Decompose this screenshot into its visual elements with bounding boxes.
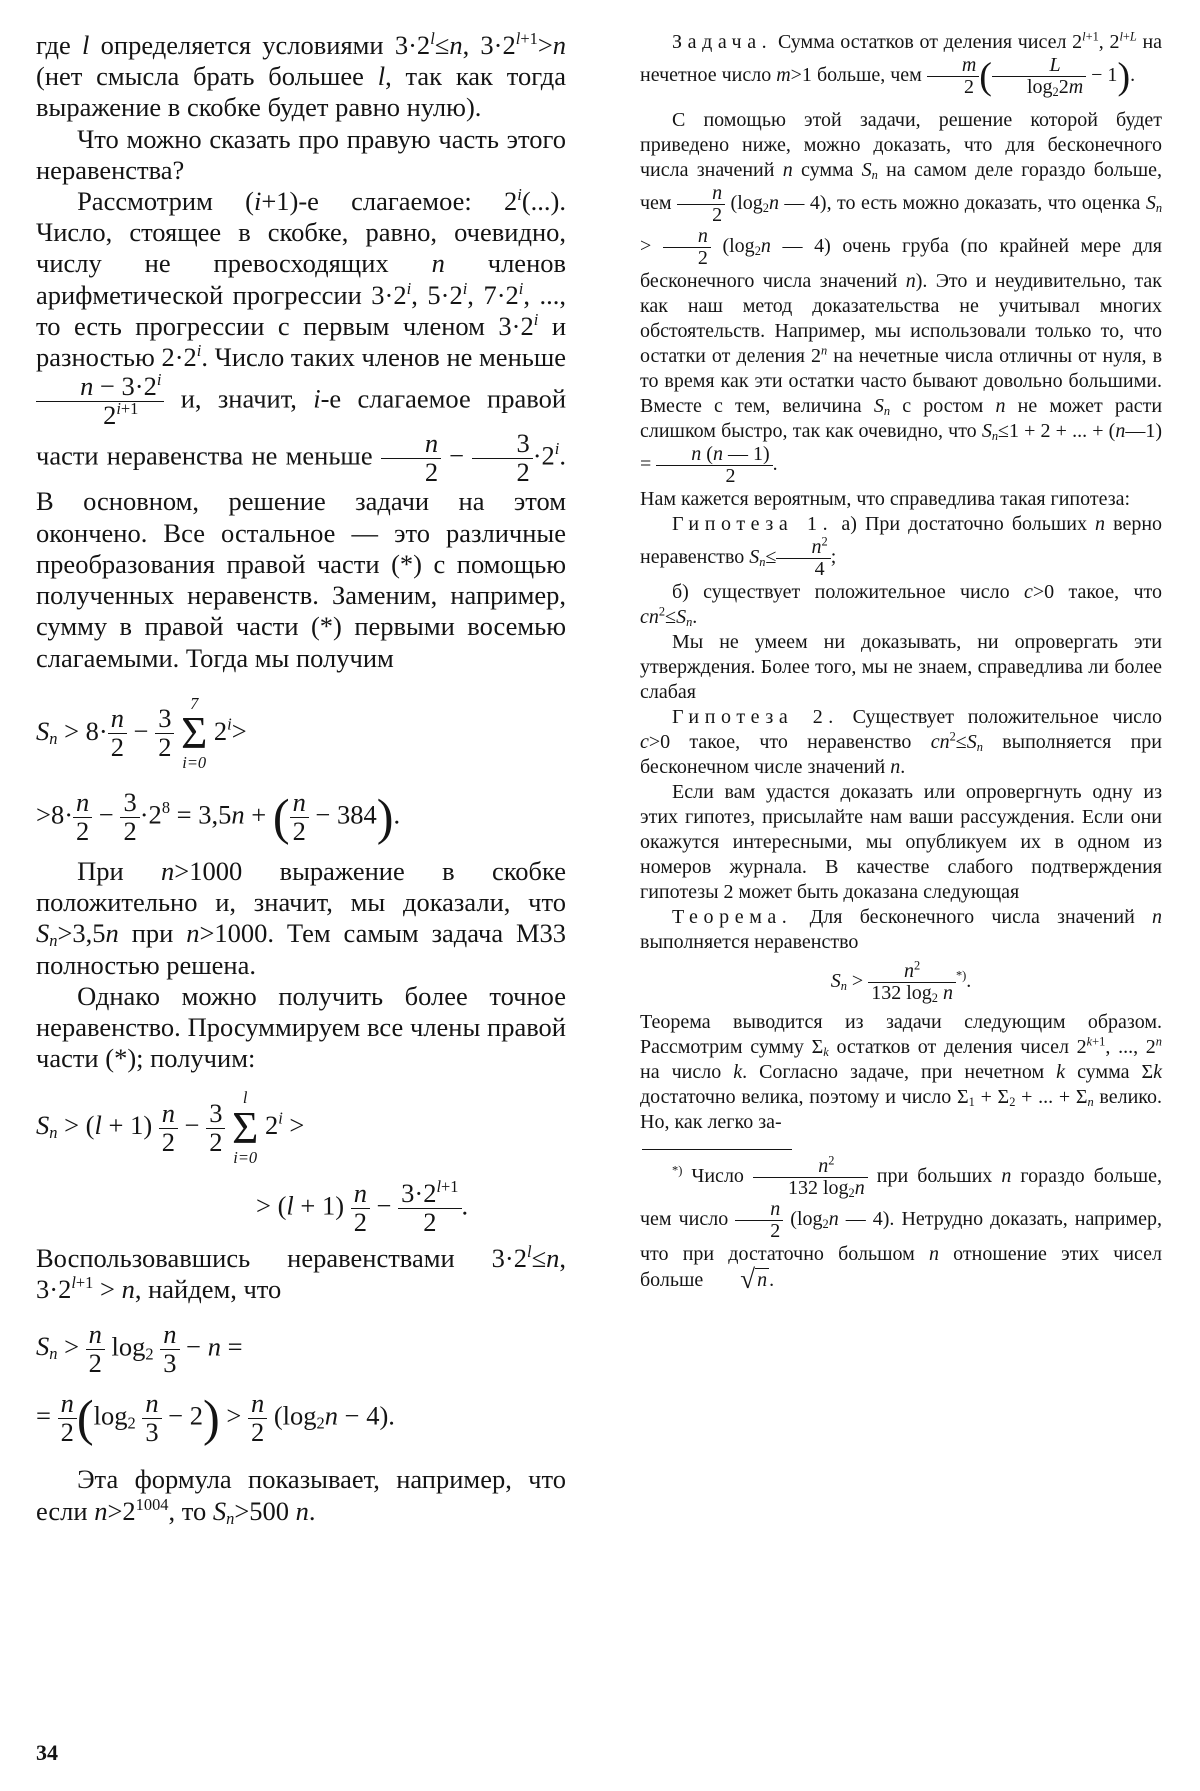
formula-eight-terms-result: >8· $\frac{n}{2}$ − $\frac{3}{2}$ $\cdot 2^8 = 3,5n$ + ( $\frac{n}{2}$ − 384). [36, 787, 401, 847]
fraction-3-over-2: $\frac{3}{2}$ [472, 430, 532, 487]
paragraph-using-inequalities: Воспользовавшись неравенствами $3\cdot 2^l\le n$, $3\cdot 2^{l+1} > n$, найдем, что [36, 1241, 567, 1304]
sum-symbol: 7 Σ i=0 [181, 693, 208, 772]
formula-log-estimate: $S_n$ > $\frac{n}{2}$ $\log_2$ $\frac{n}{3}$ − n = [36, 1319, 243, 1378]
paragraph-hypothesis-2: Гипотеза 2. Существует положительное число c>0 такое, что неравенство $cn^2\le S_n$ выполняется при бесконечном числе значений n. [640, 706, 1163, 778]
paragraph-theorem: Теорема. Для бесконечного числа значений n выполняется неравенство [640, 906, 1163, 953]
fraction-n-minus-3-2i-over-2i1: $\frac{n - 3\cdot 2^i}{2^{i+1}}$ [36, 373, 164, 430]
formula-eight-terms: $S_n > 8\cdot$ $\frac{n}{2}$ − $\frac{3}{2}$ 7 Σ i=0 $2^i>$ [36, 693, 247, 772]
left-column [36, 30, 566, 1527]
paragraph-n-gt-1000: При n>1000 выражение в скобке положительно и, значит, мы доказали, что $S_n>3,5n$ при n>1000. Тем самым задача М33 полностью решена. [36, 855, 567, 980]
formula-log-estimate-result: = $\frac{n}{2}$ ($\log_2$ $\frac{n}{3}$ − 2) > $\frac{n}{2}$ $(\log_2n - 4)$. [36, 1387, 395, 1447]
formula-full-sum: $S_n > (l + 1)$ $\frac{n}{2}$ − $\frac{3}{2}$ l Σ i=0 $2^i$ > [36, 1088, 305, 1167]
paragraph-question: Что можно сказать про правую часть этого неравенства? [36, 123, 566, 185]
paragraph-hypothesis-1: Гипотеза 1. а) При достаточно больших n верно неравенство $S_n\le$ $\frac{n^2}{4}$ ; [640, 513, 1163, 580]
paragraph-task: Задача. Сумма остатков от деления чисел $2^{l+1}$, $2^{l+L}$ на нечетное число m>1 больше, чем $\frac{m}{2}$ ( $\frac{L}{\log_22m}$ − 1). [640, 29, 1163, 100]
footnote: *) Число $\frac{n^2}{132 \log_2n}$ при больших n гораздо больше, чем число $\frac{n}{2}$ ($\log_2n$ — 4). Нетрудно доказать, например, что при достаточно большом n отношение этих чисел больше √ n . [640, 1153, 1163, 1294]
footnote-divider [642, 1149, 792, 1150]
paragraph-theorem-derivation: Теорема выводится из задачи следующим образом. Рассмотрим сумму $\Sigma_k$ остатков от деления чисел $2^{k+1}$, ..., 2$^n$ на число k. Согласно задаче, при нечетном k сумма Σk достаточно велика, поэтому и число $\Sigma_1 + \Sigma_2$ + ... + $\Sigma_n$ велико. Но, как легко за- [640, 1011, 1162, 1133]
paragraph-consider-term: Рассмотрим (i+1)-е слагаемое: 2$^i$(...). Число, стоящее в скобке, равно, очевидно, числу не превосходящих n членов арифметической прогрессии $3\cdot 2^i$, $5\cdot 2^i$, $7\cdot 2^i$, ..., то есть прогрессии с первым членом $3\cdot 2^i$ и разностью $2\cdot 2^i$. Число таких членов не меньше $\frac{n - 3\cdot 2^i}{2^{i+1}}$ и, значит, i-е слагаемое правой части неравенства не меньше $\frac{n}{2}$ − $\frac{3}{2}$ $\cdot 2^i$. В основном, решение задачи на этом окончено. Все остальное — это различные преобразования правой части (*) с помощью полученных неравенств. Заменим, например, сумму в правой части (*) первыми восемью слагаемыми. Тогда мы получим [36, 184, 567, 673]
paragraph-hypothesis-1b: б) существует положительное число c>0 такое, что $cn^2\le S_n$. [640, 581, 1163, 630]
paragraph-formula-shows: Эта формула показывает, например, что если $n>2^{1004}$, то $S_n>500$ n. [36, 1464, 566, 1528]
paragraph-cannot-prove: Мы не умеем ни доказывать, ни опровергать эти утверждения. Более того, мы не знаем, справедлива ли более слабая [640, 631, 1162, 703]
paragraph-task-use: С помощью этой задачи, решение которой будет приведено ниже, можно доказать, что для бесконечного числа значений n сумма $S_n$ на самом деле гораздо больше, чем $\frac{n}{2}$ ($\log_2n$ — 4), то есть можно доказать, что оценка $S_n$ > $\frac{n}{2}$ ($\log_2n$ — 4) очень груба (по крайней мере для бесконечного числа значений n). Это и неудивительно, так как наш метод доказательства не учитывал многих обстоятельств. Например, мы использовали только то, что остатки от деления 2$^n$ на нечетные числа отличны от нуля, в то время как эти остатки часто бывают довольно большими. Вместе с тем, величина $S_n$ с ростом n не может расти слишком быстро, так как очевидно, что $S_n\le 1 + 2$ + ... + (n—1) = $\frac{n (n — 1)}{2}$ . [640, 109, 1163, 487]
right-column [640, 30, 1162, 1293]
formula-full-sum-result: > (l + 1) $\frac{n}{2}$ − $\frac{3\cdot 2^{l+1}}{2}$ . [256, 1176, 469, 1237]
paragraph-hypothesis-intro: Нам кажется вероятным, что справедлива такая гипотеза: [640, 488, 1131, 510]
square-root-n: √ n [740, 1264, 768, 1294]
formula-theorem: $S_n$ > $\frac{n^2}{132 \log_2 n}$ *). [830, 958, 972, 1006]
paragraph-invitation: Если вам удастся доказать или опровергнуть одну из этих гипотез, присылайте нам ваши рассуждения. Если они окажутся интересными, мы опубликуем их в одном из номеров журнала. В качестве слабого подтверждения гипотезы 2 может быть доказана следующая [640, 781, 1162, 903]
paragraph-l-definition: где l определяется условиями $3\cdot 2^l\le n$, $3\cdot 2^{l+1}>n$ (нет смысла брать большее l, так как тогда выражение в скобке будет равно нулю). [36, 28, 567, 123]
paragraph-more-precise: Однако можно получить более точное неравенство. Просуммируем все члены правой части (*); получим: [36, 980, 566, 1074]
page-number: 34 [36, 1740, 58, 1765]
fraction-n-over-2: $\frac{n}{2}$ [381, 430, 441, 487]
